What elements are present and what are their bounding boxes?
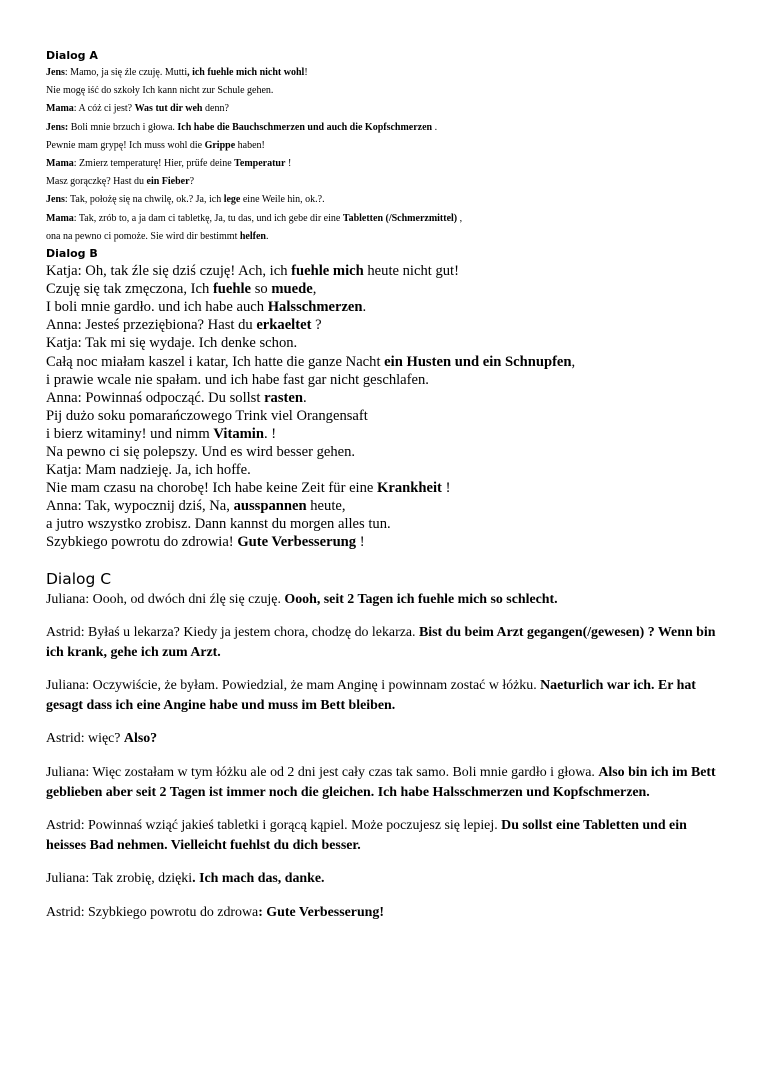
text-run: : Zmierz temperaturę! Hier, prüfe deine	[73, 158, 235, 170]
bold-text: , ich fuehle mich nicht wohl	[187, 67, 305, 78]
text-run: .	[432, 121, 438, 133]
text-run: Szybkiego powrotu do zdrowia!	[46, 534, 238, 551]
text-run: i prawie wcale nie spałam. und ich habe fast gar nicht geschlafen.	[46, 371, 429, 388]
text-run: Nie mam czasu na chorobę! Ich habe keine Zeit für eine	[46, 480, 378, 497]
text-run: . !	[263, 425, 277, 442]
bold-text: Gute Verbesserung	[237, 534, 357, 551]
text-run: Całą noc miałam kaszel i katar, Ich hatte die ganze Nacht	[46, 353, 385, 370]
text-run: !	[285, 158, 292, 170]
bold-text: Mama	[46, 103, 74, 115]
bold-text: Mama	[46, 158, 74, 170]
dialog-line	[46, 191, 726, 209]
bold-text: Du sollst eine Tabletten und ein heisses Bad nehmen. Vielleicht fuehlst du dich besser.	[46, 818, 687, 854]
bold-text: . Ich mach das, danke.	[192, 871, 325, 887]
text-run: !	[304, 67, 308, 78]
text-run: Pewnie mam grypę! Ich muss wohl die	[46, 139, 205, 151]
bold-text: Krankheit	[377, 480, 442, 497]
bold-text: Was tut dir weh	[134, 103, 203, 115]
dialog-b-heading: Dialog B	[46, 247, 98, 261]
text-run: Katja: Oh, tak źle się dziś czuję! Ach, ich	[46, 263, 292, 280]
text-run: ,	[457, 212, 463, 224]
dialog-line	[46, 100, 726, 118]
text-run: Czuję się tak zmęczona, Ich	[46, 281, 213, 298]
text-run: ?	[189, 176, 195, 188]
text-run: ?	[311, 317, 322, 334]
dialog-line	[46, 371, 726, 389]
dialog-line	[46, 389, 726, 407]
text-run: Anna: Powinnaś odpocząć. Du sollst	[46, 389, 265, 406]
bold-text: Oooh, seit 2 Tagen ich fuehle mich so schlecht.	[284, 591, 558, 607]
text-run: i bierz witaminy! und nimm	[46, 425, 214, 442]
dialog-line	[46, 443, 726, 461]
dialog-line	[46, 407, 726, 425]
text-run: denn?	[202, 103, 229, 115]
dialog-a-heading: Dialog A	[46, 49, 98, 62]
bold-text: fuehle	[212, 281, 252, 298]
bold-text: Jens	[46, 67, 65, 78]
dialog-line	[46, 64, 726, 82]
text-run: heute,	[306, 498, 346, 515]
text-run: .	[265, 230, 269, 242]
text-run: Astrid: Powinnaś wziąć jakieś tabletki i gorącą kąpiel. Może poczujesz się lepiej.	[46, 818, 502, 834]
dialog-line	[46, 334, 726, 352]
text-run: Pij dużo soku pomarańczowego Trink viel Orangensaft	[46, 407, 368, 424]
document-page	[46, 48, 726, 936]
dialog-paragraph	[46, 590, 726, 610]
dialog-line	[46, 82, 726, 100]
bold-text: helfen	[239, 230, 266, 242]
dialog-line	[46, 316, 726, 334]
text-run: eine Weile hin, ok.?.	[240, 194, 325, 206]
text-run: ,	[571, 353, 576, 370]
text-run: I boli mnie gardło. und ich habe auch	[46, 299, 268, 316]
text-run: ona na pewno ci pomoże. Sie wird dir bestimmt	[46, 230, 240, 242]
dialog-b-section	[46, 246, 726, 552]
text-run: Katja: Mam nadzieję. Ja, ich hoffe.	[46, 462, 251, 479]
dialog-line	[46, 210, 726, 228]
text-run: !	[356, 534, 365, 551]
text-run: a jutro wszystko zrobisz. Dann kannst du morgen alles tun.	[46, 516, 391, 533]
bold-text: ein Fieber	[146, 176, 190, 188]
bold-text: Grippe	[204, 139, 236, 151]
text-run: Nie mogę iść do szkoły Ich kann nicht zur Schule gehen.	[46, 85, 274, 97]
text-run: haben!	[235, 139, 265, 151]
text-run: Juliana: Oczywiście, że byłam. Powiedzial, że mam Anginę i powinnam zostać w łóżku.	[46, 678, 541, 694]
bold-text: : Gute Verbesserung!	[258, 904, 384, 920]
dialog-c-heading: Dialog C	[46, 569, 112, 588]
text-run: Astrid: Byłaś u lekarza? Kiedy ja jestem chora, chodzę do lekarza.	[46, 624, 419, 640]
bold-text: erkaeltet	[256, 317, 312, 334]
dialog-line	[46, 461, 726, 479]
dialog-line	[46, 280, 726, 298]
dialog-a-lines	[46, 64, 726, 246]
bold-text: lege	[223, 194, 241, 206]
bold-text: Bist du beim Arzt gegangen(/gewesen) ? Wenn bin ich krank, gehe ich zum Arzt.	[46, 624, 716, 660]
bold-text: Also bin ich im Bett geblieben aber seit 2 Tagen ist immer noch die gleichen. Ich habe Halsschmerzen und Kopfschmerzen.	[46, 764, 716, 800]
dialog-line	[46, 228, 726, 246]
text-run: Astrid: więc?	[46, 731, 124, 747]
dialog-line	[46, 425, 726, 443]
text-run: : A cóż ci jest?	[73, 103, 135, 115]
bold-text: Temperatur	[234, 158, 286, 170]
text-run: Na pewno ci się polepszy. Und es wird besser gehen.	[46, 443, 356, 460]
dialog-line	[46, 173, 726, 191]
dialog-paragraph	[46, 676, 726, 716]
text-run: Astrid: Szybkiego powrotu do zdrowa	[46, 904, 259, 920]
text-run: : Tak, położę się na chwilę, ok.? Ja, ich	[64, 194, 224, 206]
text-run: Juliana: Więc zostałam w tym łóżku ale od 2 dni jest cały czas tak samo. Boli mnie gardło i głowa.	[46, 764, 599, 780]
dialog-line	[46, 497, 726, 515]
text-run: Juliana: Oooh, od dwóch dni źlę się czuję.	[46, 591, 285, 607]
dialog-paragraph	[46, 903, 726, 923]
dialog-paragraph	[46, 869, 726, 889]
text-run: Boli mnie brzuch i głowa.	[68, 121, 178, 133]
text-run: .	[303, 389, 307, 406]
bold-text: Jens	[46, 194, 65, 206]
dialog-paragraph	[46, 623, 726, 663]
dialog-line	[46, 262, 726, 280]
dialog-c-paragraphs	[46, 590, 726, 923]
bold-text: Ich habe die Bauchschmerzen und auch die Kopfschmerzen	[177, 121, 433, 133]
dialog-line	[46, 533, 726, 551]
text-run: Anna: Jesteś przeziębiona? Hast du	[46, 317, 257, 334]
bold-text: Tabletten (/Schmerzmittel)	[342, 212, 458, 224]
bold-text: Jens:	[46, 121, 69, 133]
dialog-paragraph	[46, 763, 726, 803]
bold-text: Naeturlich war ich. Er hat gesagt dass ich eine Angine habe und muss im Bett bleiben.	[46, 678, 696, 714]
dialog-line	[46, 155, 726, 173]
bold-text: Halsschmerzen	[267, 299, 363, 316]
text-run: Juliana: Tak zrobię, dzięki	[46, 871, 193, 887]
dialog-line	[46, 298, 726, 316]
dialog-line	[46, 353, 726, 371]
dialog-c-section	[46, 570, 726, 923]
dialog-line	[46, 479, 726, 497]
text-run: : Mamo, ja się źle czuję. Mutti	[64, 67, 188, 78]
bold-text: ausspannen	[233, 498, 307, 515]
dialog-paragraph	[46, 729, 726, 749]
bold-text: Mama	[46, 212, 74, 224]
text-run: : Tak, zrób to, a ja dam ci tabletkę, Ja, tu das, und ich gebe dir eine	[73, 212, 343, 224]
bold-text: fuehle mich	[291, 263, 364, 280]
bold-text: ein Husten und ein Schnupfen	[384, 353, 572, 370]
bold-text: Also?	[123, 731, 158, 747]
bold-text: muede	[271, 281, 313, 298]
text-run: Katja: Tak mi się wydaje. Ich denke schon.	[46, 335, 298, 352]
text-run: ,	[312, 281, 317, 298]
text-run: !	[441, 480, 451, 497]
bold-text: Vitamin	[213, 425, 264, 442]
text-run: Anna: Tak, wypocznij dziś, Na,	[46, 498, 234, 515]
bold-text: rasten	[264, 389, 303, 406]
dialog-line	[46, 515, 726, 533]
dialog-line	[46, 119, 726, 137]
dialog-a-section	[46, 48, 726, 246]
text-run: Masz gorączkę? Hast du	[46, 176, 147, 188]
text-run: heute nicht gut!	[363, 263, 459, 280]
text-run: .	[362, 299, 367, 316]
text-run: so	[251, 281, 272, 298]
dialog-b-lines	[46, 262, 726, 552]
dialog-line	[46, 137, 726, 155]
dialog-paragraph	[46, 816, 726, 856]
